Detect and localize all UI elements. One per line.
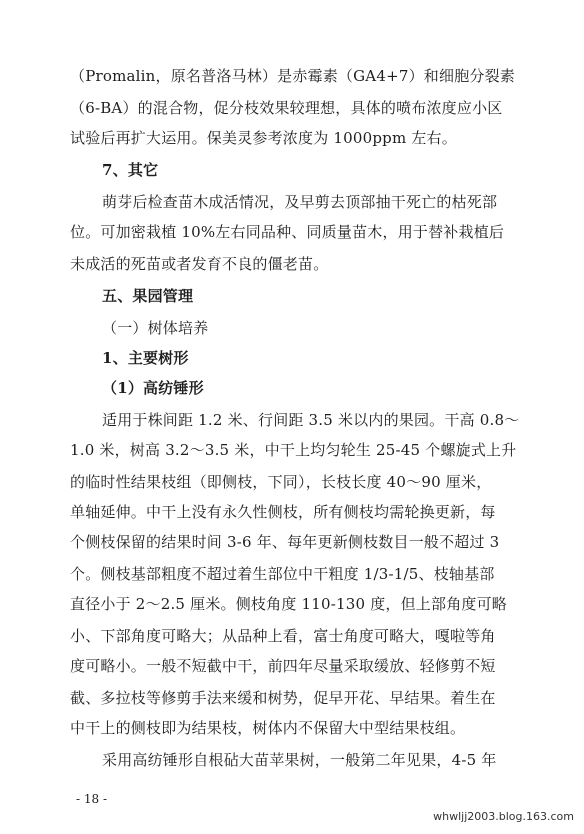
subsection-heading: （1）高纺锤形 [102,379,204,397]
text-line: 的临时性结果枝组（即侧枝，下同），长枝长度 40～90 厘米， [70,473,492,491]
text-line: 中干上的侧枝即为结果枝，树体内不保留大中型结果枝组。 [70,719,466,737]
text-line: 适用于株间距 1.2 米、行间距 3.5 米以内的果园。干高 0.8～ [102,411,520,429]
text-line: 个侧枝保留的结果时间 3-6 年、每年更新侧枝数目一般不超过 3 [70,533,500,551]
text-line: 度可略小。一般不短截中干，前四年尽量采取缓放、轻修剪不短 [70,657,496,675]
text-line: 萌芽后检查苗木成活情况，及早剪去顶部抽干死亡的枯死部 [102,193,498,211]
text-line: 单轴延伸。中干上没有永久性侧枝，所有侧枝均需轮换更新，每 [70,503,496,521]
subsection-heading: （一）树体培养 [102,319,209,337]
chapter-heading: 五、果园管理 [102,287,194,305]
text-line: （Promalin，原名普洛马林）是赤霉素（GA4+7）和细胞分裂素 [70,67,515,85]
text-line: 直径小于 2～2.5 厘米。侧枝角度 110-130 度，但上部角度可略 [70,595,508,613]
blog-watermark: whwljj2003.blog.163.com [433,810,574,823]
text-line: 未成活的死苗或者发育不良的僵老苗。 [70,255,329,273]
text-line: 1.0 米，树高 3.2～3.5 米，中干上均匀轮生 25-45 个螺旋式上升 [70,441,517,459]
text-line: 小、下部角度可略大；从品种上看，富士角度可略大，嘎啦等角 [70,627,496,645]
section-heading: 1、主要树形 [102,349,189,367]
section-heading: 7、其它 [102,161,159,179]
text-line: 位。可加密栽植 10%左右同品种、同质量苗木，用于替补栽植后 [70,223,505,241]
text-line: 截、多拉枝等修剪手法来缓和树势，促早开花、早结果。着生在 [70,689,496,707]
text-line: 个。侧枝基部粗度不超过着生部位中干粗度 1/3-1/5、枝轴基部 [70,565,495,583]
text-line: 试验后再扩大运用。保美灵参考浓度为 1000ppm 左右。 [70,129,457,147]
page-number: - 18 - [76,792,108,806]
text-line: （6-BA）的混合物，促分枝效果较理想，具体的喷布浓度应小区 [70,99,503,117]
text-line: 采用高纺锤形自根砧大苗苹果树，一般第二年见果，4-5 年 [102,751,497,769]
